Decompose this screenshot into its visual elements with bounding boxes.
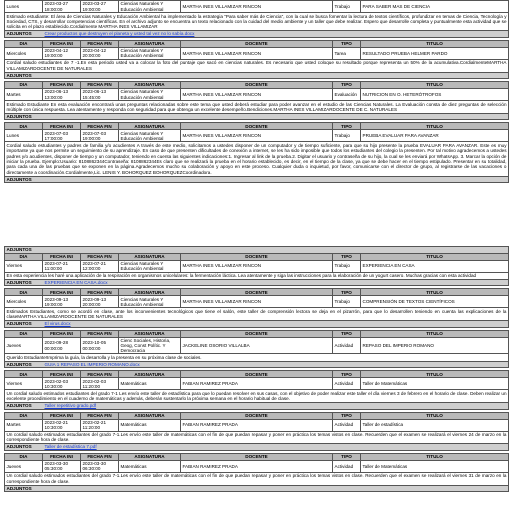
cell-fecha_ini: 2023-04-12 19:00:00 xyxy=(43,47,81,59)
cell-tipo: Actividad xyxy=(333,337,361,354)
header-tipo: TIPO xyxy=(333,371,361,378)
cell-asignatura: Ciencias Naturales Y Educación Ambiental xyxy=(119,130,181,142)
attachment-link[interactable]: Crear productos que destruyen el planeta y usted tal vez no lo sabía.docx xyxy=(44,31,195,37)
cell-fecha_ini: 2023-03-27 18:00:00 xyxy=(43,1,81,13)
header-fecha_ini: FECHA INI xyxy=(43,40,81,47)
cell-fecha_fin: 2023-02-03 11:20:00 xyxy=(81,378,119,390)
activity-description: Cordial saludo estudiantes y padres de familia y/o acudientes A través de este medio, solicitamos a ustedes disponer de un computador y de tiempo suficiente, para que su hijo presente la prueba EVALUAR PARA AVANZAR. Este es muy importante ya que nos permite un seguimiento de su aprendizaje. En caso de que presenten dificultades de conexión a internet, se les ha sido imposible que todos los estudiantes del colegio la presenten. Por tal motivo agradecemos a ustedes padres y/o acudientes, disponer de tiempo y un computador, teniendo en cuenta las siguientes indicaciones:1. Ingresar al link de la prueba.2. Digitar el usuario y contraseña de su hijo, la cual se les enviará por WhatsApp. 3. Marcar la opción de iniciar la prueba. Ejemplo:Usuario: 8108862344Contraseña: 8108862344Es claro que se realizará la prueba en el horario establecido, es decir, en el tiempo de la clase, ya que se debe hacer en el tiempo estipulado. Presentar en su totalidad, para cada una de las pruebas que se exponen en la página.Agradecemos mucho su colaboración y apoyo en este proceso. Cualquier duda o inquietud, por favor, comunicarse con el director de grupo, al registrarse de las vacaciones o directamente a coordinación.Cordialmente,Lic. LENIS Y. BOHORQUEZ BOHORQUEZCoordinadora. xyxy=(6,142,507,175)
cell-asignatura: Matemáticas xyxy=(119,378,181,390)
header-tipo: TIPO xyxy=(333,289,361,296)
cell-asignatura: Matemáticas xyxy=(119,419,181,431)
description-row xyxy=(5,59,509,72)
header-fecha_fin: FECHA FIN xyxy=(81,412,119,419)
attachments-cell xyxy=(5,361,509,368)
cell-titulo: PARA SABER MAS DE CIENCIA xyxy=(361,1,509,13)
header-tipo: TIPO xyxy=(333,40,361,47)
header-row xyxy=(5,371,509,378)
header-fecha_ini: FECHA INI xyxy=(43,123,81,130)
activity-block xyxy=(4,288,509,327)
activity-block xyxy=(4,81,509,120)
header-dia: DIA xyxy=(5,82,43,89)
attachment-link[interactable]: Taller de estadística 7.pdf xyxy=(44,444,97,450)
header-asignatura: ASIGNATURA xyxy=(119,82,181,89)
cell-fecha_ini: 2023-03-30 05:30:00 xyxy=(43,460,81,472)
cell-tipo: Tarea xyxy=(333,47,361,59)
header-docente: DOCENTE xyxy=(181,123,333,130)
cell-dia: Lunes xyxy=(5,1,43,13)
attachments-label: ADJUNTOS xyxy=(6,247,32,252)
attachments-label: ADJUNTOS xyxy=(6,444,32,450)
cell-fecha_ini: 2023-07-21 11:00:00 xyxy=(43,260,81,272)
activity-description: En esta experiencia les haré una aplicación de la respiración en organismos unicelulares: la fermentación láctica. Lea atentamente y siga las instrucciones para la elaboración de un yogurt casero. Muchas gracias con esta actividad xyxy=(5,272,509,279)
header-titulo: TITULO xyxy=(361,253,509,260)
activity-description: Querido Estudiante!Imprima la guía, la desarrolla y la presenta en su próxima clase de sociales. xyxy=(5,354,509,361)
header-asignatura: ASIGNATURA xyxy=(119,412,181,419)
activity-row xyxy=(5,337,509,354)
attachments-cell xyxy=(5,485,509,492)
attachments-row xyxy=(5,72,509,79)
activity-row xyxy=(5,47,509,59)
cell-asignatura: Ciencias Naturales Y Educación Ambiental xyxy=(119,296,181,308)
header-fecha_fin: FECHA FIN xyxy=(81,453,119,460)
header-row xyxy=(5,412,509,419)
attachments-row xyxy=(5,113,509,120)
cell-dia: Viernes xyxy=(5,378,43,390)
header-dia: DIA xyxy=(5,123,43,130)
cell-docente: MARTHA INES VILLAMIZAR RINCON xyxy=(181,260,333,272)
attachments-label: ADJUNTOS xyxy=(6,279,32,285)
attachments-cell xyxy=(5,321,509,328)
activity-row xyxy=(5,130,509,142)
activity-description: Un cordial saludo estimados estudiantes del grado 7-1.Les envío este taller de matemáticas con el fin de que puedan repasar y poner en práctica los temas vistos en clase. Recuerden que el examen se realizará el viernes 31 de marzo en la correspondiente hora de clase. xyxy=(6,473,507,484)
cell-tipo: Actividad xyxy=(333,419,361,431)
header-docente: DOCENTE xyxy=(181,453,333,460)
header-tipo: TIPO xyxy=(333,453,361,460)
header-fecha_fin: FECHA FIN xyxy=(81,82,119,89)
activity-description: Un cordial saludo estimados estudiantes del grado 7-1 Les envío este taller de estadística para que lo puedan resolver en sus casas, con el objetivo de poder realizar este taller el día viernes 3 de febrero en el horario de clase. Deben realizar un excelente procedimiento en el cuaderno de matemáticas y además, deberán sustentarlo la próxima semana en el horario habitual de clase. xyxy=(6,390,507,402)
header-fecha_fin: FECHA FIN xyxy=(81,330,119,337)
cell-tipo: Trabajo xyxy=(333,296,361,308)
header-docente: DOCENTE xyxy=(181,40,333,47)
header-docente: DOCENTE xyxy=(181,330,333,337)
cell-titulo: NUTRICION EN O. HETERÓTROFOS xyxy=(361,89,509,101)
cell-docente: JACKELINE OSORIO VILLALBA xyxy=(181,337,333,354)
header-dia: DIA xyxy=(5,453,43,460)
cell-fecha_fin: 2023-03-30 06:30:00 xyxy=(81,460,119,472)
description-row xyxy=(5,472,509,485)
cell-docente: FABIAN RAMIREZ PRADA xyxy=(181,419,333,431)
header-asignatura: ASIGNATURA xyxy=(119,330,181,337)
cell-titulo: Taller de Matemáticas xyxy=(361,378,509,390)
cell-docente: MARTHA INES VILLAMIZAR RINCON xyxy=(181,47,333,59)
attachments-row xyxy=(5,176,509,183)
attachments-label: ADJUNTOS xyxy=(6,31,32,37)
header-dia: DIA xyxy=(5,40,43,47)
attachments-cell xyxy=(5,279,509,286)
attachment-link[interactable]: El virus.docx xyxy=(44,321,71,327)
header-fecha_ini: FECHA INI xyxy=(43,289,81,296)
header-fecha_ini: FECHA INI xyxy=(43,82,81,89)
cell-fecha_fin: 2023-07-21 12:00:00 xyxy=(81,260,119,272)
header-docente: DOCENTE xyxy=(181,82,333,89)
header-row xyxy=(5,253,509,260)
description-row xyxy=(5,101,509,114)
description-row xyxy=(5,13,509,31)
header-titulo: TITULO xyxy=(361,371,509,378)
header-docente: DOCENTE xyxy=(181,253,333,260)
header-tipo: TIPO xyxy=(333,253,361,260)
activity-description: Estimado Estudiante En esta evaluación encontrará unas preguntas relacionadas sobre este tema que usted deberá estudiar para poder avanzar en el estudio de las Ciencias Naturales. La Evaluación consta de diez preguntas de selección múltiple con única respuesta. Lea atentamente y responda con seguridad para que obtenga un excelente desempeño.Bendiciones.MARTHA INES VILLAMIZARDOCENTE DE C. NATURALES xyxy=(6,101,507,112)
cell-tipo: Trabajo xyxy=(333,1,361,13)
header-dia: DIA xyxy=(5,253,43,260)
activity-block xyxy=(4,412,509,451)
header-row xyxy=(5,289,509,296)
header-fecha_ini: FECHA INI xyxy=(43,453,81,460)
attachments-label: ADJUNTOS xyxy=(6,485,32,491)
cell-dia: Martes xyxy=(5,89,43,101)
activity-row xyxy=(5,89,509,101)
activity-block xyxy=(4,453,509,492)
cell-asignatura: Ciencias Naturales Y Educación Ambiental xyxy=(119,260,181,272)
attachments-cell xyxy=(5,31,509,38)
activity-block xyxy=(4,246,509,286)
cell-fecha_ini: 2023-09-13 19:00:00 xyxy=(43,296,81,308)
cell-titulo: REPASO DEL IMPERIO ROMANO xyxy=(361,337,509,354)
cell-asignatura: Matemáticas xyxy=(119,460,181,472)
header-docente: DOCENTE xyxy=(181,371,333,378)
attachment-link[interactable]: GUIA 1 REPASO EL IMPERIO ROMANO.docx xyxy=(44,361,140,367)
cell-tipo: Trabajo xyxy=(333,130,361,142)
attachments-label: ADJUNTOS xyxy=(6,361,32,367)
header-fecha_fin: FECHA FIN xyxy=(81,253,119,260)
cell-fecha_fin: 2023-10-05 00:00:00 xyxy=(81,337,119,354)
attachments-label: ADJUNTOS xyxy=(6,176,32,182)
header-asignatura: ASIGNATURA xyxy=(119,123,181,130)
activity-block xyxy=(4,40,509,79)
cell-dia: Miercoles xyxy=(5,296,43,308)
cell-fecha_ini: 2023-02-03 10:30:00 xyxy=(43,378,81,390)
header-tipo: TIPO xyxy=(333,330,361,337)
attachments-label: ADJUNTOS xyxy=(6,72,32,78)
activity-row xyxy=(5,419,509,431)
cell-dia: Lunes xyxy=(5,130,43,142)
description-row xyxy=(5,308,509,321)
page-2 xyxy=(4,246,508,494)
cell-docente: MARTHA INES VILLAMIZAR RINCON xyxy=(181,1,333,13)
description-row xyxy=(5,354,509,361)
attachment-link[interactable]: EXPERIENCIA EN CASA.docx xyxy=(44,279,108,285)
activity-block xyxy=(4,370,509,409)
header-tipo: TIPO xyxy=(333,123,361,130)
header-asignatura: ASIGNATURA xyxy=(119,253,181,260)
attachments-row xyxy=(5,444,509,451)
header-titulo: TITULO xyxy=(361,82,509,89)
attachments-row xyxy=(5,321,509,328)
activity-row xyxy=(5,1,509,13)
cell-docente: MARTHA INES VILLAMIZAR RINCON xyxy=(181,89,333,101)
cell-docente: MARTHA INES VILLAMIZAR RINCON xyxy=(181,130,333,142)
activity-description: Un cordial saludo estimados estudiantes del grado 7-1.Les envío este taller de matemáticas con el fin de que puedan repasar y poner en práctica los temas vistos en clase. Recuerden que el examen se realizará el viernes 24 de marzo en la correspondiente hora de clase. xyxy=(6,432,507,443)
header-fecha_ini: FECHA INI xyxy=(43,253,81,260)
cell-fecha_fin: 2023-07-03 19:00:00 xyxy=(81,130,119,142)
cell-titulo: COMPRENSIÓN DE TEXTOS CIENTÍFICOS xyxy=(361,296,509,308)
cell-asignatura: Cienc Sociales, Historia, Geog, Const Polític. Y Democracia xyxy=(119,337,181,354)
attachments-label: ADJUNTOS xyxy=(6,113,32,119)
header-row xyxy=(5,453,509,460)
activity-row xyxy=(5,260,509,272)
cell-asignatura: Ciencias Naturales Y Educación Ambiental xyxy=(119,47,181,59)
cell-fecha_fin: 2023-04-12 20:00:00 xyxy=(81,47,119,59)
cell-titulo: PRUEBA EVALUAR PARA AVANZAR xyxy=(361,130,509,142)
attachments-cell xyxy=(5,444,509,451)
attachments-cell xyxy=(5,403,509,410)
header-fecha_fin: FECHA FIN xyxy=(81,40,119,47)
cell-tipo: Evaluación xyxy=(333,89,361,101)
header-dia: DIA xyxy=(5,289,43,296)
cell-dia: Jueves xyxy=(5,460,43,472)
cell-dia: Martes xyxy=(5,419,43,431)
header-fecha_ini: FECHA INI xyxy=(43,412,81,419)
cell-titulo: Taller de Matemáticas xyxy=(361,460,509,472)
header-titulo: TITULO xyxy=(361,330,509,337)
description-row xyxy=(5,142,509,176)
activity-row xyxy=(5,378,509,390)
activity-description: Estimados Estudiantes, como se acordó en clase, ante los inconvenientes tecnológicos que tiene el salón, este taller de comprensión lectora se deja en el pizarrón, para que lo desarrollen teniendo en cuenta las explicaciones de la claseMARTHA VILLAMIZARDOCENTE DE NATURALES xyxy=(6,308,507,320)
cell-tipo: Trabajo xyxy=(333,260,361,272)
header-titulo: TITULO xyxy=(361,289,509,296)
header-fecha_fin: FECHA FIN xyxy=(81,123,119,130)
cell-fecha_ini: 2023-07-03 17:00:00 xyxy=(43,130,81,142)
cell-titulo: RESULTADO PRUEBA HELMER PARDO xyxy=(361,47,509,59)
activity-description: Cordial saludo estudiantes de 7 -1.En esta periodo usted va a colocar la foto del puntaje que sacó en ciencias naturales. Es necesario que usted coloque su resultado porque representa un 50% de la acumulativa.CordialmenteMARTHA VILLAMIZARDOCENTE DE NATURALES xyxy=(6,60,507,71)
header-asignatura: ASIGNATURA xyxy=(119,371,181,378)
cell-fecha_ini: 2023-06-13 13:00:00 xyxy=(43,89,81,101)
attachment-link[interactable]: Taller repetitivo grado.pdf xyxy=(44,403,97,409)
header-dia: DIA xyxy=(5,330,43,337)
cell-docente: MARTHA INES VILLAMIZAR RINCON xyxy=(181,296,333,308)
cell-tipo: Actividad xyxy=(333,378,361,390)
header-asignatura: ASIGNATURA xyxy=(119,289,181,296)
cell-fecha_ini: 2023-09-28 00:00:00 xyxy=(43,337,81,354)
header-titulo: TITULO xyxy=(361,453,509,460)
attachments-row xyxy=(5,485,509,492)
cell-asignatura: Ciencias Naturales Y Educación Ambiental xyxy=(119,89,181,101)
attachments-row xyxy=(5,361,509,368)
header-fecha_ini: FECHA INI xyxy=(43,371,81,378)
cell-fecha_fin: 2023-02-21 11:20:00 xyxy=(81,419,119,431)
cell-titulo: EXPERIENCIA EN CASA xyxy=(361,260,509,272)
header-row xyxy=(5,330,509,337)
header-row xyxy=(5,40,509,47)
attachments-row xyxy=(5,31,509,38)
header-docente: DOCENTE xyxy=(181,412,333,419)
activity-row xyxy=(5,460,509,472)
header-fecha_fin: FECHA FIN xyxy=(81,371,119,378)
header-dia: DIA xyxy=(5,412,43,419)
activity-block xyxy=(4,0,509,38)
cell-dia: Miercoles xyxy=(5,47,43,59)
header-fecha_ini: FECHA INI xyxy=(43,330,81,337)
attachments-label: ADJUNTOS xyxy=(6,321,32,327)
page-1 xyxy=(4,0,508,185)
attachments-cell xyxy=(5,176,509,183)
description-row xyxy=(5,390,509,403)
activity-row xyxy=(5,296,509,308)
attachments-cell xyxy=(5,72,509,79)
activity-description: Estimado estudiante: El área de Ciencias Naturales y Educación Ambiental ha implementado la estrategia "Para saber más de Ciencia", con la cual se busca fomentar la lectura de textos científicos, profundizar en temas de Ciencia, Tecnología y Sociedad, CTS, y desarrollar competencias científicas. En el archivo adjunto se encuentra un texto relacionado con la cuidad del medio ambiente y un taller que debe realizar. Espero que desarrolle completa y puntualmente esta actividad que se solicita en el plazo establecido.Cordialmente MARTHA INES VILLAMIZAR xyxy=(6,13,507,30)
cell-fecha_fin: 2023-09-13 20:00:00 xyxy=(81,296,119,308)
header-row xyxy=(5,82,509,89)
activity-block xyxy=(4,122,509,183)
cell-tipo: Actividad xyxy=(333,460,361,472)
attachments-label: ADJUNTOS xyxy=(6,403,32,409)
header-tipo: TIPO xyxy=(333,412,361,419)
cell-docente: FABIAN RAMIREZ PRADA xyxy=(181,460,333,472)
header-titulo: TITULO xyxy=(361,412,509,419)
cell-asignatura: Ciencias Naturales Y Educación Ambiental xyxy=(119,1,181,13)
attachments-cell xyxy=(5,113,509,120)
cell-docente: FABIAN RAMIREZ PRADA xyxy=(181,378,333,390)
cell-dia: Jueves xyxy=(5,337,43,354)
header-asignatura: ASIGNATURA xyxy=(119,40,181,47)
header-asignatura: ASIGNATURA xyxy=(119,453,181,460)
header-fecha_fin: FECHA FIN xyxy=(81,289,119,296)
description-row xyxy=(5,431,509,444)
cell-dia: Viernes xyxy=(5,260,43,272)
cell-fecha_fin: 2023-06-13 15:45:00 xyxy=(81,89,119,101)
attachments-row xyxy=(5,403,509,410)
header-docente: DOCENTE xyxy=(181,289,333,296)
description-row xyxy=(5,272,509,279)
header-dia: DIA xyxy=(5,371,43,378)
activity-block xyxy=(4,330,509,369)
header-titulo: TITULO xyxy=(361,123,509,130)
cell-titulo: Taller de estadística xyxy=(361,419,509,431)
attachments-row xyxy=(5,279,509,286)
cell-fecha_fin: 2023-03-27 19:00:00 xyxy=(81,1,119,13)
header-titulo: TITULO xyxy=(361,40,509,47)
header-tipo: TIPO xyxy=(333,82,361,89)
cell-fecha_ini: 2023-02-21 10:30:00 xyxy=(43,419,81,431)
header-row xyxy=(5,123,509,130)
